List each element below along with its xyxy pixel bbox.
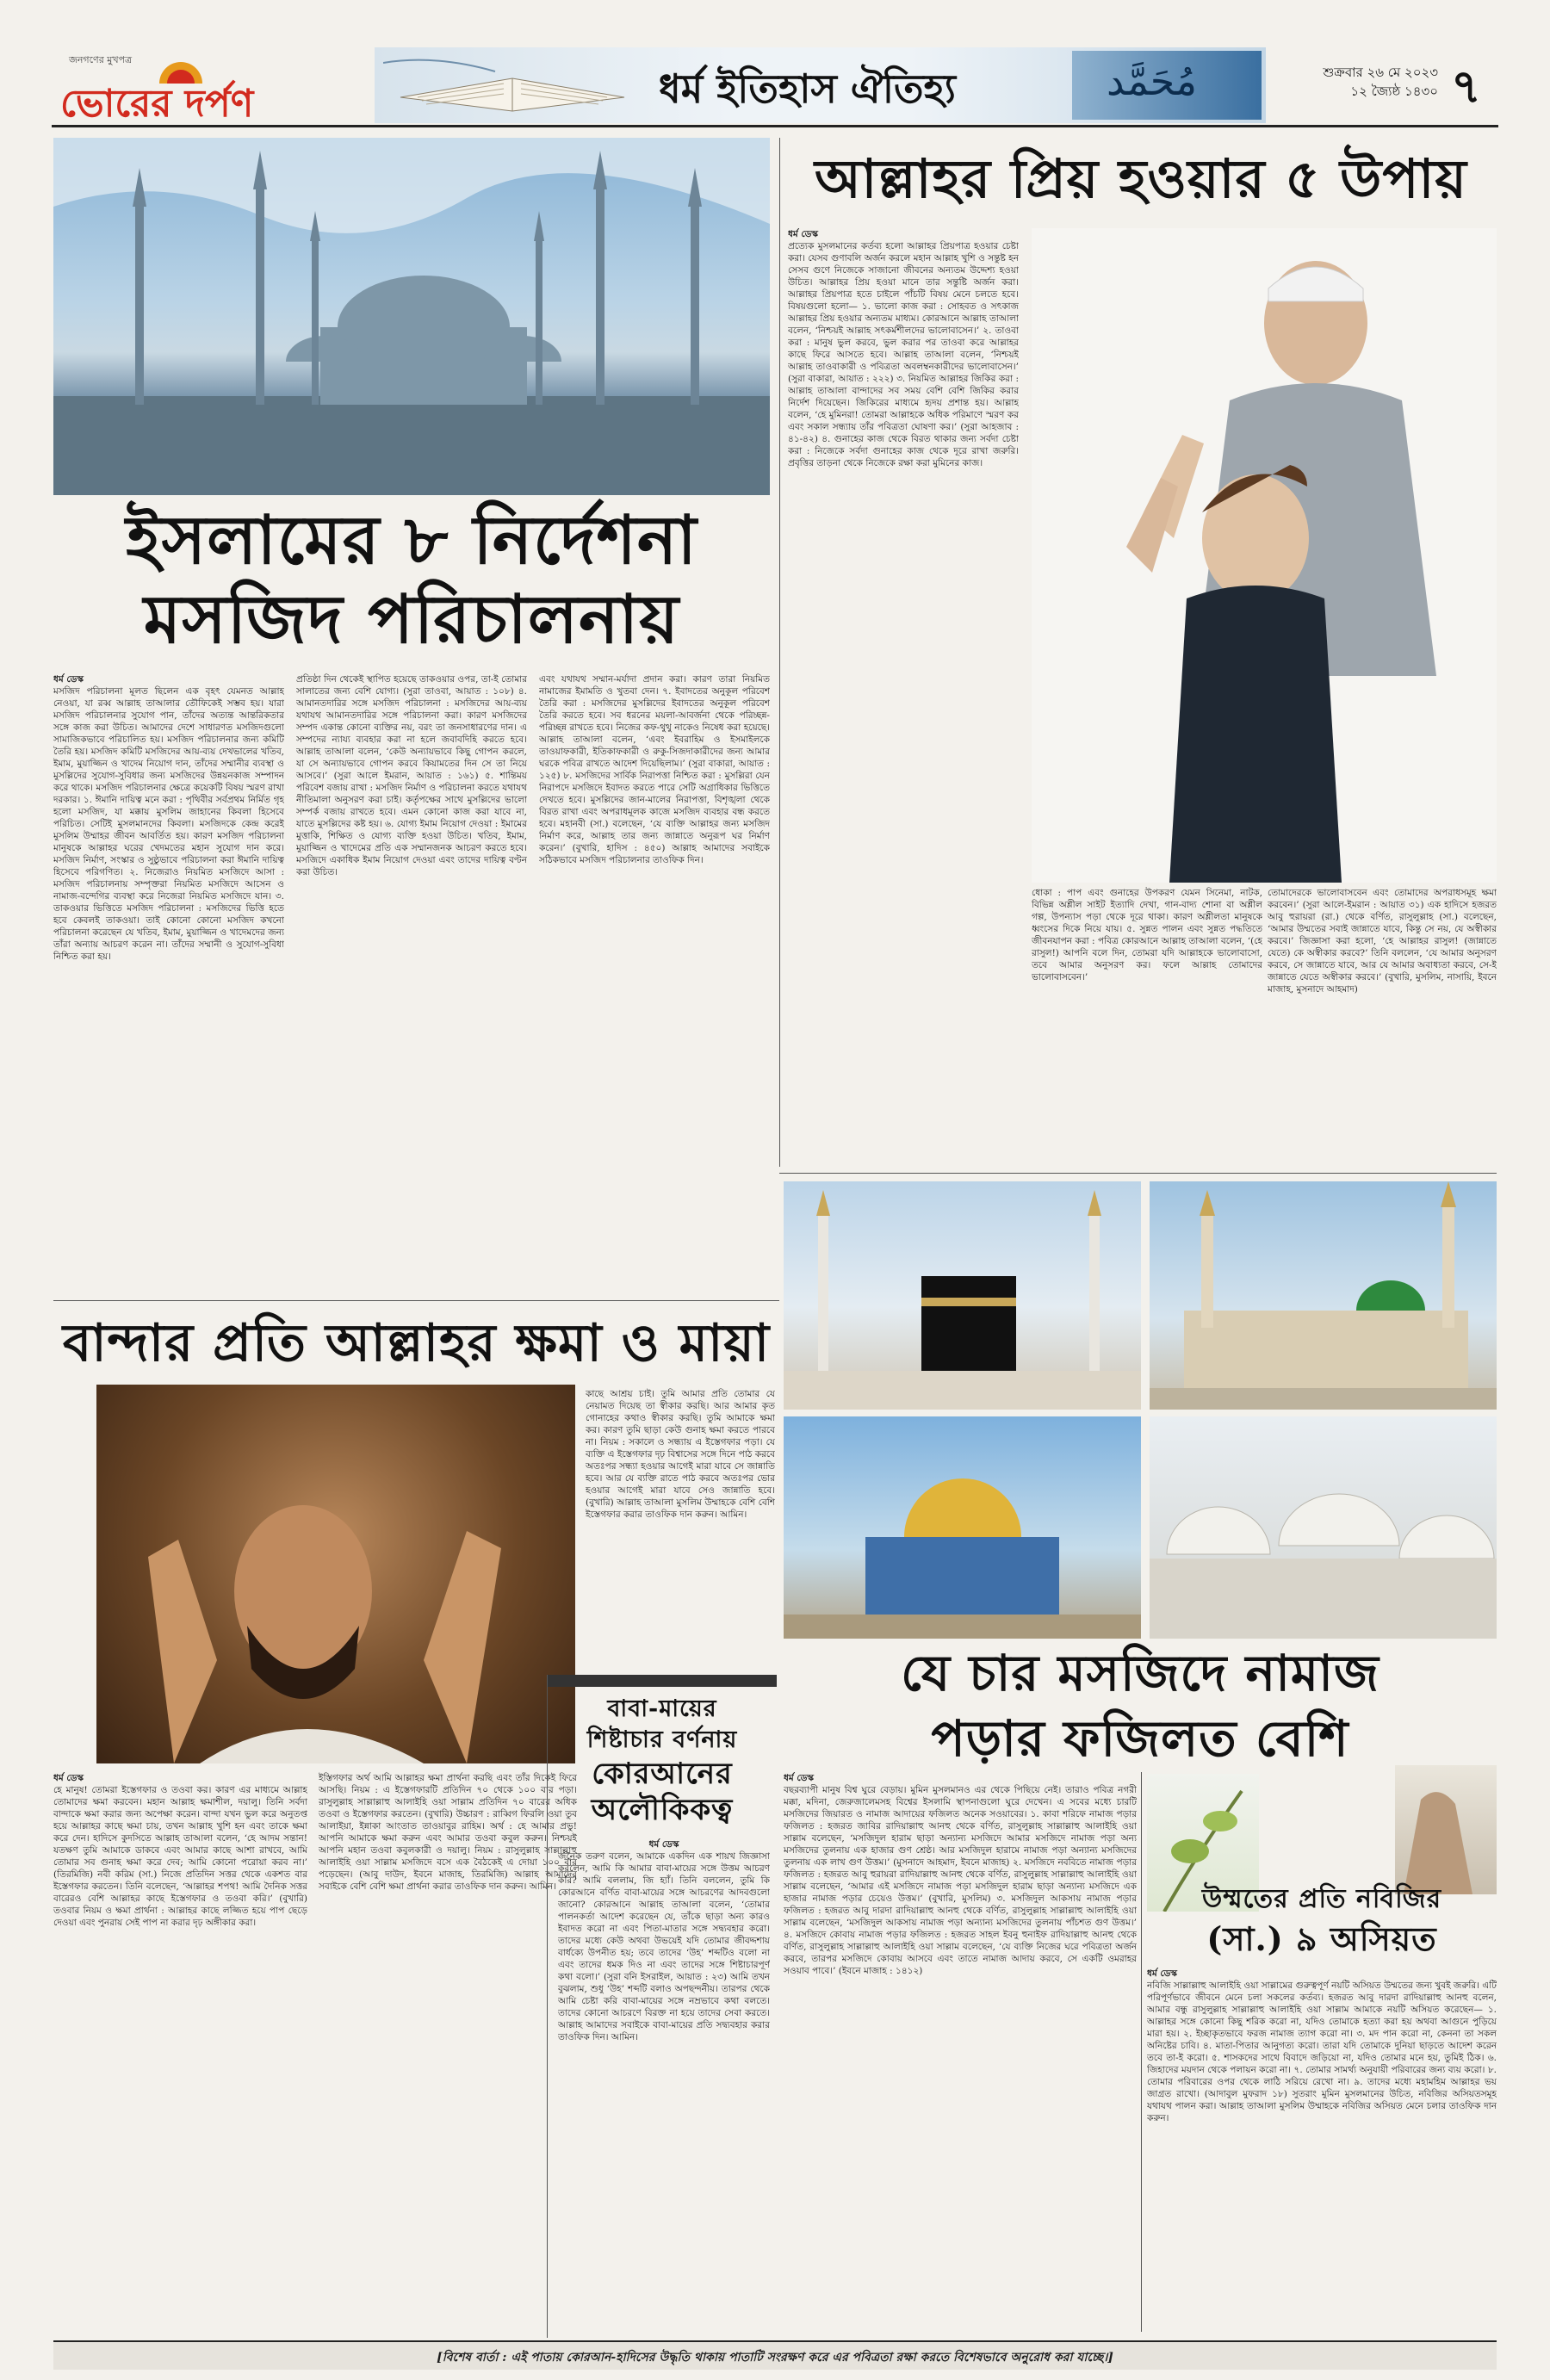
article4-headline-line4: অলৌকিকত্ব <box>591 1793 734 1827</box>
article5-headline-line2: পড়ার ফজিলত বেশি <box>931 1709 1349 1768</box>
article1-headline-line1: ইসলামের ৮ নির্দেশনা <box>126 501 698 580</box>
article2-text-col1: প্রত্যেক মুসলমানের কর্তব্য হলো আল্লাহর প্রিয়পাত্র হওয়ার চেষ্টা করা। যেসব গুণাবলি অর্জন করলে মহান আল্লাহ খুশি ও সন্তুষ্ট হন সেসব গুণে নিজেকে সাজানো জীবনের অন্যতম উদ্দেশ্য হওয়া উচিত। আল্লাহর প্রিয় হওয়া মানে তার সন্তুষ্টি অর্জন করা। আল্লাহর প্রিয়পাত্র হতে চাইলে পাঁচটি বিষয় মেনে চলতে হবে। বিষয়গুলো হলো— ১. ভালো কাজ করা : সোহবত ও সৎকাজ আল্লাহর প্রিয় হওয়ার অন্যতম মাধ্যম। কোরআনে আল্লাহ তাআলা বলেন, ‘নিশ্চয়ই আল্লাহ সৎকর্মশীলদের ভালোবাসেন।’ ২. তাওবা করা : মানুষ ভুল করবে, ভুল করার পর তাওবা করে আল্লাহর কাছে ফিরে আসতে হবে। আল্লাহ তাআলা বলেন, ‘নিশ্চয়ই আল্লাহ তাওবাকারী ও পবিত্রতা অবলম্বনকারীদের ভালোবাসেন।’ (সুরা বাকারা, আয়াত : ২২২) ৩. নিয়মিত আল্লাহর জিকির করা : আল্লাহ তাআলা বান্দাদের সব সময় বেশি বেশি জিকির করার নির্দেশ দিয়েছেন। জিকিরের মাধ্যমে হৃদয় প্রশান্ত হয়। আল্লাহ বলেন, ‘হে মুমিনরা! তোমরা আল্লাহকে অধিক পরিমাণে স্মরণ কর এবং সকাল সন্ধ্যায় তাঁর পবিত্রতা ঘোষণা কর।’ (সুরা আহজাব : ৪১-৪২) ৪. গুনাহের কাজ থেকে বিরত থাকার জন্য সর্বদা চেষ্টা করা : নিজেকে সর্বদা গুনাহের কাজ থেকে দূরে রাখা জরুরি। প্রবৃত্তির তাড়না থেকে নিজেকে রক্ষা করা মুমিনের কাজ। <box>788 241 1019 468</box>
article2-column-3 <box>1268 887 1497 1164</box>
article1-byline: ধর্ম ডেস্ক <box>53 674 84 685</box>
article3-text-col3: কাছে আশ্রয় চাই। তুমি আমার প্রতি তোমার যে নেয়ামত দিয়েছ তা স্বীকার করছি। আর আমার কৃত গোনাহের কথাও স্বীকার করছি। তুমি আমাকে ক্ষমা কর। কারণ তুমি ছাড়া কেউ গুনাহ ক্ষমা করতে পারবে না। নিয়ম : সকালে ও সন্ধ্যায় এ ইস্তেগফার পড়া। যে ব্যক্তি এ ইস্তেগফার দৃঢ় বিশ্বাসের সঙ্গে দিনে পাঠ করবে অতঃপর সন্ধ্যা হওয়ার আগেই মারা যাবে সে জান্নাতি হবে। আর যে ব্যক্তি রাতে পাঠ করবে অতঃপর ভোর হওয়ার আগেই মারা যাবে সেও জান্নাতি হবে। (বুখারি) আল্লাহ তাআলা মুসলিম উম্মাহকে বেশি বেশি ইস্তেগফার করার তাওফিক দান করুন। আমিন। <box>586 1389 775 1520</box>
article5-headline-line1: যে চার মসজিদে নামাজ <box>901 1644 1380 1702</box>
article6-body <box>1147 1968 1497 2329</box>
blue-mosque-photo <box>53 138 770 495</box>
quran-book-icon <box>383 54 642 116</box>
article2-byline: ধর্ম ডেস্ক <box>788 229 818 239</box>
praying-man-photo <box>96 1385 575 1763</box>
horizontal-divider-right <box>779 1173 1497 1174</box>
article2-headline: আল্লাহর প্রিয় হওয়ার ৫ উপায় <box>815 147 1467 210</box>
issue-date <box>1283 63 1438 101</box>
article6-headline-line2: (সা.) ৯ অসিয়ত <box>1206 1919 1437 1958</box>
article4-text: জনৈক তরুণ বলেন, আমাকে একদিন এক শায়খ জিজ্ঞাসা করলেন, আমি কি আমার বাবা-মায়ের সঙ্গে উত্তম আচরণ করি? আমি বললাম, জি হ্যাঁ। তিনি বললেন, তুমি কি কোরআনে বর্ণিত বাবা-মায়ের সঙ্গে আচরণের আদবগুলো জানো? কোরআনে আল্লাহ তাআলা বলেন, ‘তোমার পালনকর্তা আদেশ করেছেন যে, তাঁকে ছাড়া অন্য কারও ইবাদত করো না এবং পিতা-মাতার সঙ্গে সদ্ব্যবহার করো। তাদের মধ্যে কেউ অথবা উভয়েই যদি তোমার জীবদ্দশায় বার্ধক্যে উপনীত হয়; তবে তাদের ‘উহ’ শব্দটিও বলো না এবং তাদের ধমক দিও না এবং তাদের সঙ্গে শিষ্টাচারপূর্ণ কথা বলো।’ (সুরা বনি ইসরাইল, আয়াত : ২৩) আমি তখন বুঝলাম, শুধু ‘উহ’ শব্দটি বলাও অপছন্দনীয়। তারপর থেকে আমি চেষ্টা করি বাবা-মায়ের সঙ্গে নম্রভাবে কথা বলতে। তাদের কোনো আচরণে বিরক্ত না হয়ে তাদের সেবা করতে। আল্লাহ আমাদের সবাইকে বাবা-মায়ের প্রতি সদ্ব্যবহার করার তাওফিক দিন। আমিন। <box>558 1851 770 2042</box>
section-title: ধর্ম ইতিহাস ঐতিহ্য <box>659 65 956 112</box>
article4-box-rule <box>548 1675 777 1687</box>
masthead <box>52 47 1498 127</box>
section-banner <box>375 47 1266 123</box>
quba-mosque-photo <box>1150 1416 1497 1639</box>
muhammad-calligraphy <box>1072 51 1262 120</box>
date-gregorian: শুক্রবার ২৬ মে ২০২৩ <box>1323 65 1438 80</box>
article4-headline-line3: কোরআনের <box>592 1757 733 1791</box>
article3-headline: বান্দার প্রতি আল্লাহর ক্ষমা ও মায়া <box>62 1313 771 1373</box>
date-bangla: ১২ জ্যৈষ্ঠ ১৪৩০ <box>1350 84 1438 99</box>
article3-column-3 <box>586 1388 775 1672</box>
article3-text-col2: ইস্তিগফার অর্থ আমি আল্লাহর ক্ষমা প্রার্থনা করছি এবং তাঁর দিকেই ফিরে আসছি। নিয়ম : এ ইস্তেগফারটি প্রতিদিন ৭০ থেকে ১০০ বার পড়া। রাসুলুল্লাহ সাল্লাল্লাহু আলাইহি ওয়া সাল্লাম প্রতিদিন ৭০ বারের অধিক তওবা ও ইস্তেগফার করতেন। (বুখারি) উচ্চারণ : রাব্বিগ ফিরলি ওয়া তুব আলাইয়া, ইন্নাকা আংতাত তাওয়াবুর রাহিম। অর্থ : হে আমার প্রভু! আপনি আমাকে ক্ষমা করুন এবং আমার তওবা কবুল করুন। নিশ্চয়ই আপনি মহান তওবা কবুলকারী ও দয়ালু। নিয়ম : রাসুলুল্লাহ সাল্লাল্লাহু আলাইহি ওয়া সাল্লাম মসজিদে বসে এক বৈঠকেই এ দোয়া ১০০ বার পড়েছেন। (আবু দাউদ, ইবনে মাজাহ, তিরমিজি) আল্লাহ আমাদের সবাইকে বেশি বেশি ক্ষমা প্রার্থনা করার তাওফিক দান করুন। আমিন। <box>319 1773 577 1892</box>
article4-headline-line1: বাবা-মায়ের <box>607 1695 717 1722</box>
article3-column-2 <box>319 1772 577 2332</box>
article1-column-1 <box>53 673 284 1292</box>
article6-text: নবিজি সাল্লাল্লাহু আলাইহি ওয়া সাল্লামের গুরুত্বপূর্ণ নয়টি অসিয়ত উম্মতের জন্য খুবই জরুরি। এটি পরিপূর্ণভাবে জীবনে মেনে চলা সকলের কর্তব্য। হজরত আবু দারদা রাদিয়াল্লাহু আনহু বলেন, আমার বন্ধু রাসুলুল্লাহ সাল্লাল্লাহু আলাইহি ওয়া সাল্লাম আমাকে নয়টি অসিয়ত করেছেন— ১. আল্লাহর সঙ্গে কোনো কিছু শরিক করো না, যদিও তোমাকে হত্যা করা হয় অথবা আগুনে পুড়িয়ে মারা হয়। ২. ইচ্ছাকৃতভাবে ফরজ নামাজ ত্যাগ করো না। ৩. মদ পান করো না, কেননা তা সকল অনিষ্টের চাবি। ৪. মাতা-পিতার আনুগত্য করো। তারা যদি তোমাকে দুনিয়া ছাড়তে আদেশ করেন তবে তা-ই করো। ৫. শাসকদের সাথে বিবাদে জড়িয়ো না, যদিও তোমার মনে হয়, তুমিই ঠিক। ৬. জিহাদের ময়দান থেকে পলায়ন করো না। ৭. তোমার সামর্থ্য অনুযায়ী পরিবারের জন্য ব্যয় করো। ৮. তোমার পরিবারের ওপর থেকে লাঠি সরিয়ে রেখো না। ৯. তাদের মধ্যে মহামহিম আল্লাহর ভয় জাগ্রত রাখো। (আদাবুল মুফরাদ ১৮) সুতরাং মুমিন মুসলমানের উচিত, নবিজির অসিয়তসমূহ যথাযথ পালন করা। আল্লাহ তাআলা মুসলিম উম্মাহকে নবিজির অসিয়ত মেনে চলার তাওফিক দান করুন। <box>1147 1980 1497 2123</box>
praying-father-son-photo <box>1032 228 1497 883</box>
kaaba-photo <box>784 1181 1141 1410</box>
article5-text: বছরব্যাপী মানুষ বিশ্ব ঘুরে বেড়ায়। মুমিন মুসলমানও এর থেকে পিছিয়ে নেই। তারাও পবিত্র নগরী মক্কা, মদিনা, জেরুজালেমসহ বিশ্বের ইসলামি স্থাপনাগুলো ঘুরে দেখেন। এ সবের মধ্যে চারটি মসজিদের জিয়ারত ও নামাজ আদায়ের ফজিলত অনেক সওয়াবের। ১. কাবা শরিফে নামাজ পড়ার ফজিলত : হজরত জাবির রাদিয়াল্লাহু আনহু থেকে বর্ণিত, রাসুলুল্লাহ সাল্লাল্লাহু আলাইহি ওয়া সাল্লাম বলেছেন, ‘মসজিদুল হারাম ছাড়া অন্যান্য মসজিদে আমার মসজিদে নামাজ পড়া অন্য মসজিদের তুলনায় এক হাজার গুণ শ্রেষ্ঠ। আর মসজিদুল হারামে নামাজ পড়া অন্যান্য মসজিদের তুলনায় এক লাখ গুণ উত্তম।’ (মুসনাদে আহমাদ, ইবনে মাজাহ) ২. মসজিদে নববিতে নামাজ পড়ার ফজিলত : হজরত আবু হুরায়রা রাদিয়াল্লাহু আনহু থেকে বর্ণিত, রাসুলুল্লাহ সাল্লাল্লাহু আলাইহি ওয়া সাল্লাম বলেছেন, ‘আমার এই মসজিদে নামাজ পড়া মসজিদুল হারাম ছাড়া অন্যান্য মসজিদে এক হাজার নামাজ পড়ার চেয়েও উত্তম।’ (বুখারি, মুসলিম) ৩. মসজিদুল আকসায় নামাজ পড়ার ফজিলত : হজরত আবু দারদা রাদিয়াল্লাহু আনহু থেকে বর্ণিত, রাসুলুল্লাহ সাল্লাল্লাহু আলাইহি ওয়া সাল্লাম বলেছেন, ‘মসজিদুল আকসায় নামাজ পড়া অন্যান্য মসজিদের তুলনায় পাঁচশত গুণ উত্তম।’ ৪. মসজিদে কোবায় নামাজ পড়ার ফজিলত : হজরত সাহল ইবনু হুনাইফ রাদিয়াল্লাহু আনহু থেকে বর্ণিত, রাসুলুল্লাহ সাল্লাল্লাহু আলাইহি ওয়া সাল্লাম বলেছেন, ‘যে ব্যক্তি নিজের ঘরে পবিত্রতা অর্জন করবে, তারপর মসজিদে কোবায় আসবে এবং তাতে নামাজ আদায় করবে, সে একটি ওমরাহর সওয়াব পাবে।’ (ইবনে মাজাহ : ১৪১২) <box>784 1785 1137 1976</box>
article1-text-col2: প্রতিষ্ঠা দিন থেকেই স্থাপিত হয়েছে তাকওয়ার ওপর, তা-ই তোমার সালাতের জন্য বেশি যোগ্য। (সুরা তাওবা, আয়াত : ১০৮) ৪. আমানতদারির সঙ্গে মসজিদ পরিচালনা : মসজিদের আয়-ব্যয় যথাযথ আমানতদারির সঙ্গে পরিচালনা করা। কারণ মসজিদের সম্পদ একান্ত কোনো ব্যক্তির নয়, বরং তা জনসাধারণের দান। এ সম্পদের ন্যায্য ব্যবহার করা না হলে জবাবদিহি করতে হবে। আল্লাহ তাআলা বলেন, ‘কেউ অন্যায়ভাবে কিছু গোপন করলে, যা সে অন্যায়ভাবে গোপন করবে কিয়ামতের দিন সে তা নিয়ে আসবে।’ (সুরা আলে ইমরান, আয়াত : ১৬১) ৫. শান্তিময় পরিবেশ বজায় রাখা : মসজিদ নির্মাণ ও পরিচালনা করতে যথাযথ নীতিমালা অনুসরণ করা চাই। কর্তৃপক্ষের সাথে মুসল্লিদের ভালো সম্পর্ক বজায় রাখতে হবে। এমন কোনো কাজ করা যাবে না, যাতে মুসল্লিদের কষ্ট হয়। ৬. যোগ্য ইমাম নিয়োগ দেওয়া : ইমামের মুত্তাকি, শিক্ষিত ও যোগ্য ব্যক্তি হওয়া উচিত। খতিব, ইমাম, মুয়াজ্জিন ও খাদেমের প্রতি এক সম্মানজনক আচরণ করতে হবে। মসজিদে একাধিক ইমাম নিয়োগ দেওয়া এবং তাদের দায়িত্ব বণ্টন করা উচিত। <box>296 674 527 877</box>
article4-byline: ধর্ম ডেস্ক <box>648 1839 679 1850</box>
masjid-nabawi-photo <box>1150 1181 1497 1410</box>
horizontal-divider-left <box>53 1300 779 1301</box>
article6-headline <box>1147 1881 1497 1961</box>
calligraphy-text: مُحَمَّد <box>1107 58 1198 104</box>
article6-byline: ধর্ম ডেস্ক <box>1147 1968 1177 1979</box>
article1-column-3 <box>539 673 770 1292</box>
article2-text-col3: তোমাদেরকে ভালোবাসবেন এবং তোমাদের অপরাধসমূহ ক্ষমা করবেন।’ (সুরা আলে-ইমরান : আয়াত ৩১) এক হাদিসে হজরত আবু হুরায়রা (রা.) থেকে বর্ণিত, রাসুলুল্লাহ (সা.) বলেছেন, ‘আমার উম্মতের সবাই জান্নাতে যাবে, কিন্তু সে নয়, যে অস্বীকার করবে।’ জিজ্ঞাসা করা হলো, ‘হে আল্লাহর রাসুল! (জান্নাতে যেতে) কে অস্বীকার করবে?’ তিনি বললেন, ‘যে আমার অনুসরণ করবে, সে জান্নাতে যাবে, আর যে আমার অবাধ্যতা করবে, সে-ই জান্নাতে যেতে অস্বীকার করবে।’ (বুখারি, মুসলিম, নাসায়ি, ইবনে মাজাহ, মুসনাদে আহমাদ) <box>1268 888 1497 995</box>
article4-headline-line2: শিষ্টাচার বর্ণনায় <box>586 1726 738 1753</box>
article2-column-1 <box>788 228 1019 883</box>
article4-headline <box>548 1694 777 1828</box>
dome-of-the-rock-photo <box>784 1416 1141 1639</box>
footer-note: [বিশেষ বার্তা : এই পাতায় কোরআন-হাদিসের উদ্ধৃতি থাকায় পাতাটি সংরক্ষণ করে এর পবিত্রতা রক্ষা করতে বিশেষভাবে অনুরোধ করা যাচ্ছে।] <box>437 2351 1113 2365</box>
masthead-tagline: জনগণের মুখপত্র <box>69 54 133 65</box>
article3-byline: ধর্ম ডেস্ক <box>53 1773 84 1783</box>
article2-column-2 <box>1032 887 1262 1164</box>
article6-headline-line1: উম্মতের প্রতি নবিজির <box>1201 1884 1442 1914</box>
article1-body <box>53 673 770 1292</box>
page-number: ৭ <box>1451 59 1482 114</box>
article5-body <box>784 1772 1137 2332</box>
article1-text-col1: মসজিদ পরিচালনা মূলত ছিলেন এক বৃহৎ যেমনত আল্লাহ নেওয়া, যা রব্ব আল্লাহ তাআলার তৌফিকেই সম্ভব হয়। যারা মসজিদ পরিচালনার সুযোগ পান, তাঁদের অত্যন্ত আন্তরিকতার সঙ্গে কাজ করা উচিত। আমাদের দেশে সাধারণত মসজিদগুলো সামাজিকভাবে পরিচালিত হয়। মসজিদ পরিচালনার জন্য কমিটি তৈরি হয়। মসজিদ কমিটি মসজিদের আয়-ব্যয় দেখভালের খতিব, ইমাম, মুয়াজ্জিন ও খাদেম নিয়োগ দান, তাঁদের সম্মানীর ব্যবস্থা ও মুসল্লিদের সুযোগ-সুবিধার জন্য মসজিদের উন্নয়নকাজ সম্পাদন করে থাকে। মসজিদ পরিচালনার ক্ষেত্রে কয়েকটি বিষয় স্মরণ রাখা দরকার। ১. ঈমানি দায়িত্ব মনে করা : পৃথিবীর সর্বপ্রথম নির্মিত গৃহ হলো মসজিদ, যা মক্কায় মুসলিম জাহানের কিবলা হিসেবে পরিচিত। সেটিই মুসলমানদের কিবলা। মসজিদকে কেন্দ্র করেই মুসলিম উম্মাহর জীবন আবর্তিত হয়। কারণ মসজিদ পরিচালনা মানুষকে আল্লাহর ঘরের খেদমতের মহান সুযোগ দান করে। মসজিদ নির্মাণ, সংস্কার ও সুষ্ঠুভাবে পরিচালনা করা ঈমানি দায়িত্ব হিসেবে পরিগণিত। ২. নিজেরাও নিয়মিত মসজিদে আসা : মসজিদ পরিচালনায় সম্পৃক্তরা নিয়মিত মসজিদে আসেন ও নামাজ-বন্দেগির ব্যবস্থা করে নিজেরা নিয়মিত মসজিদে যান। ৩. তাকওয়ার ভিত্তিতে মসজিদ পরিচালনা : মসজিদের ভিত্তি হতে হবে কেবলই তাকওয়া। তাই কোনো কোনো মসজিদ কখনো পরিচালনা করেছেন যে খতিব, ইমাম, মুয়াজ্জিন ও খাদেমদের জন্য তাঁরা অন্যায় আচরণ করেন না। তাঁদের সম্মানী ও সুযোগ-সুবিধা নিশ্চিত করা হয়। <box>53 686 284 962</box>
vertical-divider-lower <box>1141 1772 1142 2332</box>
article3-column-1 <box>53 1772 307 2332</box>
article5-byline: ধর্ম ডেস্ক <box>784 1773 814 1783</box>
article3-text-col1: হে মানুষ! তোমরা ইস্তেগফার ও তওবা কর। কারণ এর মাধ্যমে আল্লাহ তোমাদের ক্ষমা করবেন। মহান আল্লাহ ক্ষমাশীল, দয়ালু। তিনি সর্বদা বান্দাকে ক্ষমা করার জন্য অপেক্ষা করেন। বান্দা যখন ভুল করে অনুতপ্ত হয়ে আল্লাহর কাছে ক্ষমা চায়, তখন আল্লাহ খুশি হন এবং তাকে ক্ষমা করে দেন। হাদিসে কুদসিতে আল্লাহ তাআলা বলেন, ‘হে আদম সন্তান! যতক্ষণ তুমি আমাকে ডাকবে এবং আমার কাছে আশা রাখবে, আমি তোমার সব গুনাহ ক্ষমা করে দেব; আমি কোনো পরোয়া করব না।’ (তিরমিজি) নবী করিম (সা.) নিজে প্রতিদিন সত্তর থেকে একশত বার ইস্তেগফার করতেন। তিনি বলেছেন, ‘আল্লাহর শপথ! আমি দৈনিক সত্তর বারেরও বেশি আল্লাহর কাছে ইস্তেগফার ও তওবা করি।’ (বুখারি) তওবার নিয়ম ও ক্ষমা প্রার্থনা : আল্লাহর কাছে লজ্জিত হয়ে পাপ ছেড়ে দেওয়া এবং পুনরায় সেই পাপ না করার দৃঢ় অঙ্গীকার করা। <box>53 1785 307 1928</box>
article1-column-2 <box>296 673 527 1292</box>
article1-text-col3: এবং যথাযথ সম্মান-মর্যাদা প্রদান করা। কারণ তারা নিয়মিত নামাজের ইমামতি ও খুতবা দেন। ৭. ইবাদতের অনুকূল পরিবেশ তৈরি করা : মসজিদের মুসল্লিদের ইবাদতের অনুকূল পরিবেশ তৈরি করতে হবে। সব ধরনের ময়লা-আবর্জনা থেকে পরিচ্ছন্ন-পরিচ্ছন্ন রাখতে হবে। নিজের কফ-থুথু নাকেও নিষেধ করা হয়েছে। আল্লাহ তাআলা বলেন, ‘এবং ইবরাহিম ও ইসমাইলকে তাওয়াফকারী, ইতিকাফকারী ও রুকু-সিজদাকারীদের জন্য আমার ঘরকে পবিত্র রাখতে আদেশ দিয়েছিলাম।’ (সুরা বাকারা, আয়াত : ১২৫) ৮. মসজিদের সার্বিক নিরাপত্তা নিশ্চিত করা : মুসল্লিরা যেন নিরাপদে মসজিদে ইবাদত করতে পারে সেটি অগ্রাধিকার ভিত্তিতে দেখতে হবে। মুসল্লিদের জান-মালের নিরাপত্তা, বিশৃঙ্খলা থেকে বিরত রাখা এবং অপরাধমূলক কাজে মসজিদ ব্যবহার বন্ধ করতে হবে। মহানবী (সা.) বলেছেন, ‘যে ব্যক্তি আল্লাহর জন্য মসজিদ নির্মাণ করে, আল্লাহ তার জন্য জান্নাতে অনুরূপ ঘর নির্মাণ করেন।’ (বুখারি, হাদিস : ৪৫০) আল্লাহ আমাদের সবাইকে সঠিকভাবে মসজিদ পরিচালনার তাওফিক দিন। <box>539 674 770 865</box>
footer-bar <box>53 2340 1497 2370</box>
article4-box <box>547 1675 777 2338</box>
article2-text-col2: ধোকা : পাপ এবং গুনাহের উপকরণ যেমন সিনেমা, নাটক, বিভিন্ন অশ্লীল সাইট ইত্যাদি দেখা, গান-বাদ্য শোনা বা অশ্লীল গল্প, উপন্যাস পড়া থেকে দূরে থাকা। কারণ অশ্লীলতা মানুষকে ধ্বংসের দিকে নিয়ে যায়। ৫. সুন্নত পালন এবং সুন্নত পদ্ধতিতে জীবনযাপন করা : পবিত্র কোরআনে আল্লাহ তাআলা বলেন, ‘(হে রাসুল!) আপনি বলে দিন, তোমরা যদি আল্লাহকে ভালোবাসো, তবে আমার অনুসরণ কর। ফলে আল্লাহ তোমাদের ভালোবাসবেন।’ <box>1032 888 1262 982</box>
logo-text: ভোরের দর্পণ <box>60 82 254 126</box>
vertical-divider <box>779 138 780 1167</box>
article1-headline <box>53 501 770 660</box>
article1-headline-line2: মসজিদ পরিচালনায় <box>143 580 680 659</box>
article3-body <box>53 1772 579 2332</box>
article4-body <box>558 1838 770 2329</box>
article5-headline <box>784 1640 1497 1771</box>
newspaper-logo[interactable] <box>60 65 344 126</box>
hands-dua-photo <box>1395 1765 1497 1894</box>
